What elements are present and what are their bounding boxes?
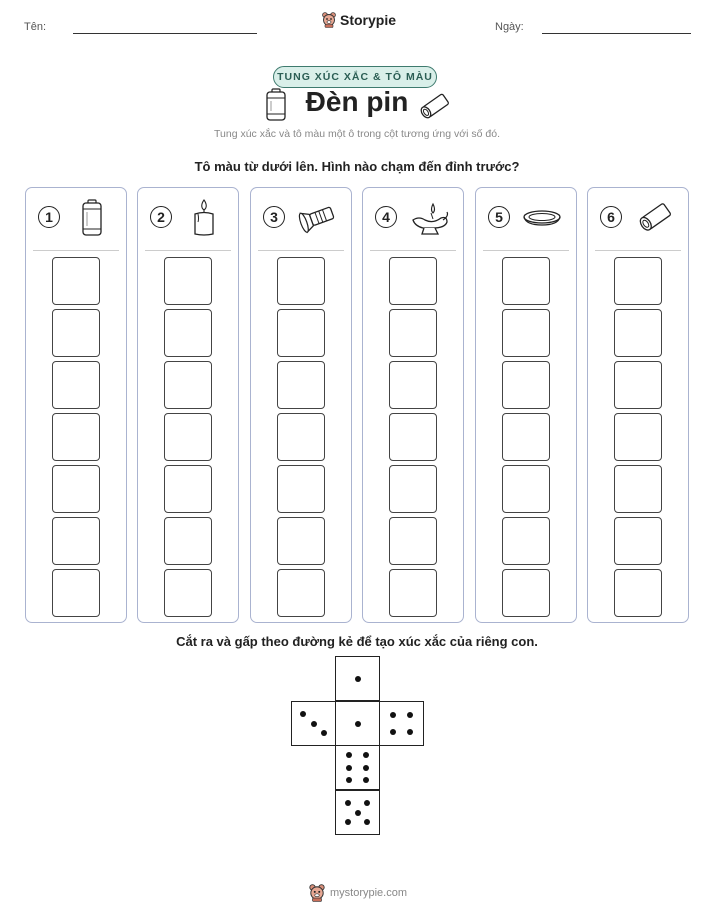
- color-cell: [277, 413, 325, 461]
- color-cell: [277, 517, 325, 565]
- color-cell: [389, 517, 437, 565]
- column-divider: [258, 250, 344, 251]
- flashlight-tube-icon: [634, 198, 674, 238]
- color-cell: [277, 569, 325, 617]
- color-cell: [164, 361, 212, 409]
- die-pip: [321, 730, 327, 736]
- color-cell: [52, 569, 100, 617]
- die-pip: [355, 721, 361, 727]
- column-divider: [483, 250, 569, 251]
- color-cell: [52, 361, 100, 409]
- instruction-color: Tô màu từ dưới lên. Hình nào chạm đến đỉnh trước?: [194, 159, 520, 174]
- color-cell: [614, 361, 662, 409]
- color-cell: [502, 309, 550, 357]
- color-cell: [164, 413, 212, 461]
- bear-icon: [322, 12, 336, 28]
- die-pip: [363, 752, 369, 758]
- color-cell: [52, 309, 100, 357]
- color-cell: [389, 569, 437, 617]
- storypie-logo: [322, 12, 396, 28]
- subtitle: Tung xúc xắc và tô màu một ô trong cột tương ứng với số đó.: [214, 128, 500, 140]
- name-line: [73, 33, 257, 34]
- column-number: 3: [263, 206, 285, 228]
- candle-icon: [184, 198, 224, 238]
- color-cell: [502, 361, 550, 409]
- brand-name: Storypie: [340, 12, 397, 28]
- color-cell: [389, 309, 437, 357]
- color-cell: [502, 569, 550, 617]
- color-cell: [389, 413, 437, 461]
- date-line: [542, 33, 691, 34]
- die-face-5: [335, 790, 380, 835]
- color-cell: [164, 517, 212, 565]
- color-cell: [52, 413, 100, 461]
- color-cell: [614, 257, 662, 305]
- column-number: 2: [150, 206, 172, 228]
- die-pip: [345, 800, 351, 806]
- die-pip: [346, 765, 352, 771]
- color-cell: [277, 465, 325, 513]
- battery-icon: [72, 198, 112, 238]
- color-cell: [614, 569, 662, 617]
- footer-url: mystorypie.com: [330, 887, 408, 899]
- column-divider: [370, 250, 456, 251]
- die-pip: [390, 712, 396, 718]
- color-cell: [52, 517, 100, 565]
- column-2: [137, 187, 239, 623]
- activity-badge: TUNG XÚC XẮC & TÔ MÀU: [273, 66, 437, 88]
- die-pip: [355, 676, 361, 682]
- die-face-1: [335, 656, 380, 701]
- color-cell: [614, 517, 662, 565]
- column-divider: [33, 250, 119, 251]
- page-title: Đèn pin: [305, 86, 409, 117]
- column-4: [362, 187, 464, 623]
- die-pip: [407, 712, 413, 718]
- die-pip: [363, 765, 369, 771]
- column-number: 4: [375, 206, 397, 228]
- color-cell: [164, 309, 212, 357]
- die-pip: [364, 819, 370, 825]
- dish-icon: [522, 198, 562, 238]
- die-pip: [345, 819, 351, 825]
- flashlight-icon: [297, 198, 337, 238]
- oil-lamp-icon: [409, 198, 449, 238]
- color-cell: [52, 257, 100, 305]
- instruction-cut: Cắt ra và gấp theo đường kẻ để tạo xúc xắc của riêng con.: [176, 634, 538, 649]
- die-pip: [363, 777, 369, 783]
- die-pip: [346, 752, 352, 758]
- color-cell: [389, 257, 437, 305]
- column-3: [250, 187, 352, 623]
- die-pip: [346, 777, 352, 783]
- column-number: 1: [38, 206, 60, 228]
- battery-icon: [265, 88, 287, 122]
- die-face-6: [335, 745, 380, 790]
- flashlight-tube-icon: [418, 92, 452, 120]
- date-label: Ngày:: [495, 21, 524, 33]
- die-pip: [364, 800, 370, 806]
- die-pip: [311, 721, 317, 727]
- column-divider: [595, 250, 681, 251]
- die-pip: [355, 810, 361, 816]
- color-cell: [277, 361, 325, 409]
- color-cell: [614, 413, 662, 461]
- bear-icon: [309, 884, 325, 902]
- column-number: 5: [488, 206, 510, 228]
- color-cell: [389, 361, 437, 409]
- color-cell: [277, 257, 325, 305]
- column-5: [475, 187, 577, 623]
- die-face-3: [291, 701, 336, 746]
- column-1: [25, 187, 127, 623]
- color-cell: [277, 309, 325, 357]
- die-pip: [390, 729, 396, 735]
- column-number: 6: [600, 206, 622, 228]
- color-cell: [164, 569, 212, 617]
- column-6: [587, 187, 689, 623]
- name-label: Tên:: [24, 21, 47, 33]
- color-cell: [164, 257, 212, 305]
- color-cell: [389, 465, 437, 513]
- die-pip: [407, 729, 413, 735]
- color-cell: [502, 517, 550, 565]
- color-cell: [614, 309, 662, 357]
- column-divider: [145, 250, 231, 251]
- color-cell: [502, 413, 550, 461]
- footer: [309, 884, 407, 902]
- die-pip: [300, 711, 306, 717]
- die-face-4: [379, 701, 424, 746]
- die-face-1: [335, 701, 380, 746]
- color-cell: [502, 465, 550, 513]
- color-cell: [164, 465, 212, 513]
- color-cell: [502, 257, 550, 305]
- color-cell: [52, 465, 100, 513]
- color-cell: [614, 465, 662, 513]
